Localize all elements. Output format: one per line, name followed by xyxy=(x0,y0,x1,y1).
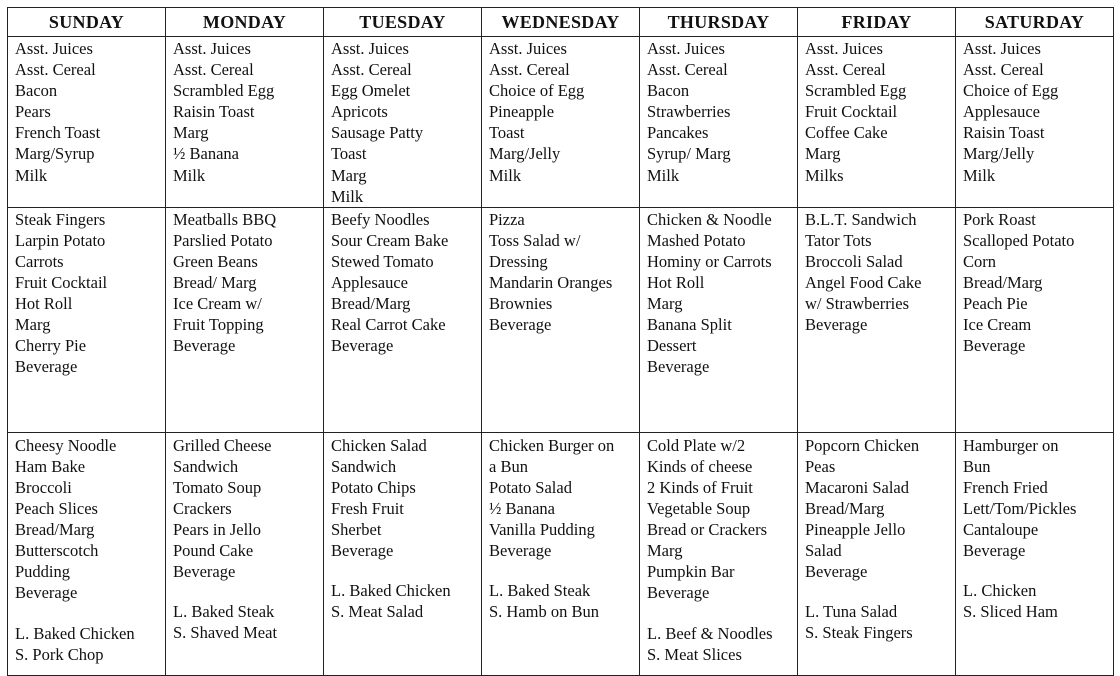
lunch-menu-item: Marg xyxy=(15,315,51,335)
alternate-entrees xyxy=(805,601,955,643)
lunch-menu-item: w/ Strawberries xyxy=(805,294,910,314)
supper-menu-item: Cheesy Noodle xyxy=(15,435,117,455)
breakfast-menu-item: Asst. Cereal xyxy=(963,60,1044,80)
supper-cell-saturday xyxy=(956,432,1114,675)
breakfast-menu-item: Scrambled Egg xyxy=(173,81,275,101)
lunch-menu-item: Pork Roast xyxy=(963,209,1036,229)
day-header-friday: FRIDAY xyxy=(798,8,956,37)
day-header-sunday: SUNDAY xyxy=(8,8,166,37)
breakfast-menu-item: Marg xyxy=(173,123,209,143)
alternates-menu-item: S. Meat Salad xyxy=(331,602,424,622)
supper-menu-item: Fresh Fruit xyxy=(331,499,404,519)
supper-menu-item: Pumpkin Bar xyxy=(647,562,735,582)
supper-cell-tuesday xyxy=(324,432,482,675)
supper-cell-sunday xyxy=(8,432,166,675)
lunch-menu-item: Fruit Cocktail xyxy=(15,273,108,293)
supper-menu-item: Ham Bake xyxy=(15,456,86,476)
breakfast-menu-item: Asst. Juices xyxy=(331,39,409,58)
lunch-menu-item: Marg xyxy=(647,294,683,314)
alternates-menu-item: S. Shaved Meat xyxy=(173,623,278,643)
lunch-menu-item: Banana Split xyxy=(647,315,732,335)
breakfast-menu-item: Coffee Cake xyxy=(805,123,888,143)
lunch-menu-item: Ice Cream w/ xyxy=(173,294,262,314)
lunch-menu-item: Dressing xyxy=(489,251,548,271)
lunch-menu-item: Mashed Potato xyxy=(647,230,746,250)
lunch-menu-item: Hot Roll xyxy=(15,294,73,314)
alternates-menu-item: S. Meat Slices xyxy=(647,644,742,664)
lunch-menu-item: Larpin Potato xyxy=(15,230,106,250)
weekly-menu-table xyxy=(7,7,1114,676)
lunch-menu-item: Sour Cream Bake xyxy=(331,230,449,250)
alternate-entrees xyxy=(15,623,165,665)
lunch-cell-wednesday xyxy=(482,207,640,432)
alternates-menu-item: L. Tuna Salad xyxy=(805,602,898,622)
supper-menu-item: Potato Chips xyxy=(331,477,416,497)
day-header-wednesday: WEDNESDAY xyxy=(482,8,640,37)
breakfast-menu-item: Milks xyxy=(805,165,844,185)
lunch-menu-item: Beefy Noodles xyxy=(331,209,430,229)
day-header-monday: MONDAY xyxy=(166,8,324,37)
day-header-saturday: SATURDAY xyxy=(956,8,1114,37)
supper-menu-item: Pears in Jello xyxy=(173,520,261,540)
supper-menu-item: Vanilla Pudding xyxy=(489,520,595,540)
day-header-tuesday: TUESDAY xyxy=(324,8,482,37)
lunch-menu-item: Fruit Topping xyxy=(173,315,264,335)
breakfast-menu-item: Pancakes xyxy=(647,123,709,143)
breakfast-menu-item: Fruit Cocktail xyxy=(805,102,898,122)
lunch-menu-item: Scalloped Potato xyxy=(963,230,1075,250)
supper-menu-item: Marg xyxy=(647,541,683,561)
breakfast-menu-item: Milk xyxy=(15,165,48,185)
alternates-menu-item: S. Hamb on Bun xyxy=(489,602,600,622)
supper-menu-item: Bread/Marg xyxy=(15,520,95,540)
alternates-menu-item: S. Sliced Ham xyxy=(963,602,1058,622)
breakfast-menu-item: Raisin Toast xyxy=(173,102,255,122)
lunch-menu-item: Real Carrot Cake xyxy=(331,315,446,335)
breakfast-cell-saturday xyxy=(956,37,1114,208)
lunch-cell-monday xyxy=(166,207,324,432)
lunch-menu-item: Ice Cream xyxy=(963,315,1032,335)
supper-menu-item: French Fried xyxy=(963,477,1048,497)
supper-menu-item: Beverage xyxy=(805,562,868,582)
breakfast-menu-item: Asst. Juices xyxy=(963,39,1041,58)
supper-menu-item: Kinds of cheese xyxy=(647,456,753,476)
lunch-menu-item: Beverage xyxy=(15,357,78,377)
breakfast-menu-item: Apricots xyxy=(331,102,388,122)
breakfast-cell-monday xyxy=(166,37,324,208)
breakfast-cell-tuesday xyxy=(324,37,482,208)
lunch-menu-item: Stewed Tomato xyxy=(331,251,434,271)
lunch-menu-item: Cherry Pie xyxy=(15,336,87,356)
breakfast-menu-item: Asst. Cereal xyxy=(331,60,412,80)
supper-menu-item: Grilled Cheese xyxy=(173,435,272,455)
supper-menu-item: Chicken Salad xyxy=(331,435,427,455)
lunch-menu-item: Chicken & Noodle xyxy=(647,209,772,229)
alternate-entrees xyxy=(331,580,481,622)
supper-menu-item: Bread or Crackers xyxy=(647,520,768,540)
breakfast-menu-item: Syrup/ Marg xyxy=(647,144,731,164)
lunch-menu-item: Brownies xyxy=(489,294,553,314)
lunch-menu-item: Hot Roll xyxy=(647,273,705,293)
alternates-menu-item: L. Chicken xyxy=(963,581,1037,601)
supper-menu-item: Sandwich xyxy=(173,456,239,476)
lunch-menu-item: Toss Salad w/ xyxy=(489,230,581,250)
lunch-menu-item: Green Beans xyxy=(173,251,258,271)
supper-menu-item: Lett/Tom/Pickles xyxy=(963,499,1077,519)
breakfast-cell-friday xyxy=(798,37,956,208)
lunch-menu-item: Mandarin Oranges xyxy=(489,273,613,293)
supper-menu-item: Pineapple Jello xyxy=(805,520,906,540)
breakfast-menu-item: Choice of Egg xyxy=(489,81,585,101)
alternate-entrees xyxy=(647,623,797,665)
lunch-menu-item: Bread/ Marg xyxy=(173,273,257,293)
breakfast-menu-item: ½ Banana xyxy=(173,144,239,164)
supper-menu-item: Macaroni Salad xyxy=(805,477,910,497)
breakfast-menu-item: Pineapple xyxy=(489,102,555,122)
breakfast-menu-item: Marg xyxy=(805,144,841,164)
supper-menu-item: Bread/Marg xyxy=(805,499,885,519)
breakfast-menu-item: Asst. Juices xyxy=(173,39,251,58)
supper-menu-item: Beverage xyxy=(331,541,394,561)
lunch-menu-item: Beverage xyxy=(647,357,710,377)
lunch-menu-item: Pizza xyxy=(489,209,525,229)
lunch-menu-item: Beverage xyxy=(173,336,236,356)
lunch-menu-item: Dessert xyxy=(647,336,697,356)
alternates-menu-item: L. Baked Chicken xyxy=(15,623,135,643)
breakfast-menu-item: Asst. Juices xyxy=(489,39,567,58)
breakfast-menu-item: Asst. Cereal xyxy=(173,60,254,80)
breakfast-menu-item: Pears xyxy=(15,102,51,122)
breakfast-menu-item: Applesauce xyxy=(963,102,1040,122)
lunch-cell-friday xyxy=(798,207,956,432)
supper-menu-item: Pudding xyxy=(15,562,71,582)
alternates-menu-item: L. Baked Steak xyxy=(173,602,275,622)
supper-menu-item: Beverage xyxy=(647,583,710,603)
breakfast-menu-item: Marg/Jelly xyxy=(963,144,1035,164)
breakfast-cell-wednesday xyxy=(482,37,640,208)
alternates-menu-item: L. Beef & Noodles xyxy=(647,623,773,643)
supper-menu-item: Cold Plate w/2 xyxy=(647,435,746,455)
breakfast-menu-item: Marg/Syrup xyxy=(15,144,95,164)
supper-menu-item: Chicken Burger on xyxy=(489,435,615,455)
supper-menu-item: Cantaloupe xyxy=(963,520,1039,540)
supper-menu-item: Hamburger on xyxy=(963,435,1059,455)
breakfast-menu-item: Marg xyxy=(331,165,367,185)
supper-menu-item: Broccoli xyxy=(15,477,72,497)
alternate-entrees xyxy=(173,601,323,643)
breakfast-menu-item: Milk xyxy=(963,165,996,185)
breakfast-menu-item: French Toast xyxy=(15,123,101,143)
breakfast-menu-item: Marg/Jelly xyxy=(489,144,561,164)
lunch-menu-item: Parslied Potato xyxy=(173,230,273,250)
supper-menu-item: Peach Slices xyxy=(15,499,98,519)
lunch-menu-item: Corn xyxy=(963,251,996,271)
breakfast-menu-item: Asst. Juices xyxy=(647,39,725,58)
supper-menu-item: Pound Cake xyxy=(173,541,254,561)
supper-menu-item: Salad xyxy=(805,541,842,561)
supper-cell-friday xyxy=(798,432,956,675)
supper-menu-item: Potato Salad xyxy=(489,477,572,497)
breakfast-menu-item: Sausage Patty xyxy=(331,123,424,143)
lunch-cell-tuesday xyxy=(324,207,482,432)
alternate-entrees xyxy=(963,580,1113,622)
lunch-row xyxy=(8,207,1114,432)
supper-menu-item: Beverage xyxy=(173,562,236,582)
lunch-menu-item: Applesauce xyxy=(331,273,408,293)
lunch-menu-item: Beverage xyxy=(331,336,394,356)
breakfast-menu-item: Asst. Cereal xyxy=(15,60,96,80)
breakfast-menu-item: Milk xyxy=(647,165,680,185)
lunch-menu-item: Beverage xyxy=(805,315,868,335)
breakfast-menu-item: Toast xyxy=(489,123,525,143)
lunch-menu-item: Beverage xyxy=(963,336,1026,356)
lunch-menu-item: Meatballs BBQ xyxy=(173,209,277,229)
supper-menu-item: Popcorn Chicken xyxy=(805,435,920,455)
breakfast-menu-item: Strawberries xyxy=(647,102,731,122)
lunch-menu-item: Peach Pie xyxy=(963,294,1028,314)
breakfast-menu-item: Bacon xyxy=(647,81,690,101)
breakfast-menu-item: Choice of Egg xyxy=(963,81,1059,101)
day-header-thursday: THURSDAY xyxy=(640,8,798,37)
lunch-cell-thursday xyxy=(640,207,798,432)
supper-menu-item: Beverage xyxy=(963,541,1026,561)
supper-menu-item: a Bun xyxy=(489,456,528,476)
supper-cell-wednesday xyxy=(482,432,640,675)
lunch-menu-item: Steak Fingers xyxy=(15,209,106,229)
breakfast-row xyxy=(8,37,1114,208)
supper-menu-item: ½ Banana xyxy=(489,499,555,519)
alternate-entrees xyxy=(489,580,639,622)
day-header-row xyxy=(8,8,1114,37)
supper-menu-item: Crackers xyxy=(173,499,232,519)
breakfast-menu-item: Asst. Juices xyxy=(805,39,883,58)
supper-menu-item: Bun xyxy=(963,456,991,476)
breakfast-menu-item: Asst. Cereal xyxy=(489,60,570,80)
supper-menu-item: Sandwich xyxy=(331,456,397,476)
alternates-menu-item: S. Steak Fingers xyxy=(805,623,913,643)
lunch-cell-saturday xyxy=(956,207,1114,432)
breakfast-menu-item: Asst. Cereal xyxy=(805,60,886,80)
lunch-menu-item: Angel Food Cake xyxy=(805,273,922,293)
breakfast-menu-item: Milk xyxy=(173,165,206,185)
lunch-menu-item: B.L.T. Sandwich xyxy=(805,209,917,229)
breakfast-menu-item: Scrambled Egg xyxy=(805,81,907,101)
lunch-menu-item: Bread/Marg xyxy=(963,273,1043,293)
supper-menu-item: Vegetable Soup xyxy=(647,499,751,519)
supper-menu-item: Butterscotch xyxy=(15,541,99,561)
lunch-cell-sunday xyxy=(8,207,166,432)
lunch-menu-item: Hominy or Carrots xyxy=(647,251,772,271)
supper-menu-item: Beverage xyxy=(489,541,552,561)
breakfast-menu-item: Milk xyxy=(489,165,522,185)
alternates-menu-item: L. Baked Chicken xyxy=(331,581,451,601)
lunch-menu-item: Beverage xyxy=(489,315,552,335)
lunch-menu-item: Carrots xyxy=(15,251,64,271)
breakfast-menu-item: Egg Omelet xyxy=(331,81,411,101)
supper-menu-item: 2 Kinds of Fruit xyxy=(647,477,753,497)
breakfast-menu-item: Milk xyxy=(331,186,364,206)
breakfast-menu-item: Toast xyxy=(331,144,367,164)
alternates-menu-item: L. Baked Steak xyxy=(489,581,591,601)
lunch-menu-item: Tator Tots xyxy=(805,230,872,250)
lunch-menu-item: Broccoli Salad xyxy=(805,251,903,271)
supper-menu-item: Sherbet xyxy=(331,520,382,540)
breakfast-menu-item: Bacon xyxy=(15,81,58,101)
breakfast-cell-thursday xyxy=(640,37,798,208)
breakfast-cell-sunday xyxy=(8,37,166,208)
supper-row xyxy=(8,432,1114,675)
supper-cell-thursday xyxy=(640,432,798,675)
supper-cell-monday xyxy=(166,432,324,675)
breakfast-menu-item: Raisin Toast xyxy=(963,123,1045,143)
supper-menu-item: Peas xyxy=(805,456,836,476)
breakfast-menu-item: Asst. Juices xyxy=(15,39,93,58)
alternates-menu-item: S. Pork Chop xyxy=(15,644,104,664)
supper-menu-item: Tomato Soup xyxy=(173,477,262,497)
lunch-menu-item: Bread/Marg xyxy=(331,294,411,314)
breakfast-menu-item: Asst. Cereal xyxy=(647,60,728,80)
supper-menu-item: Beverage xyxy=(15,583,78,603)
